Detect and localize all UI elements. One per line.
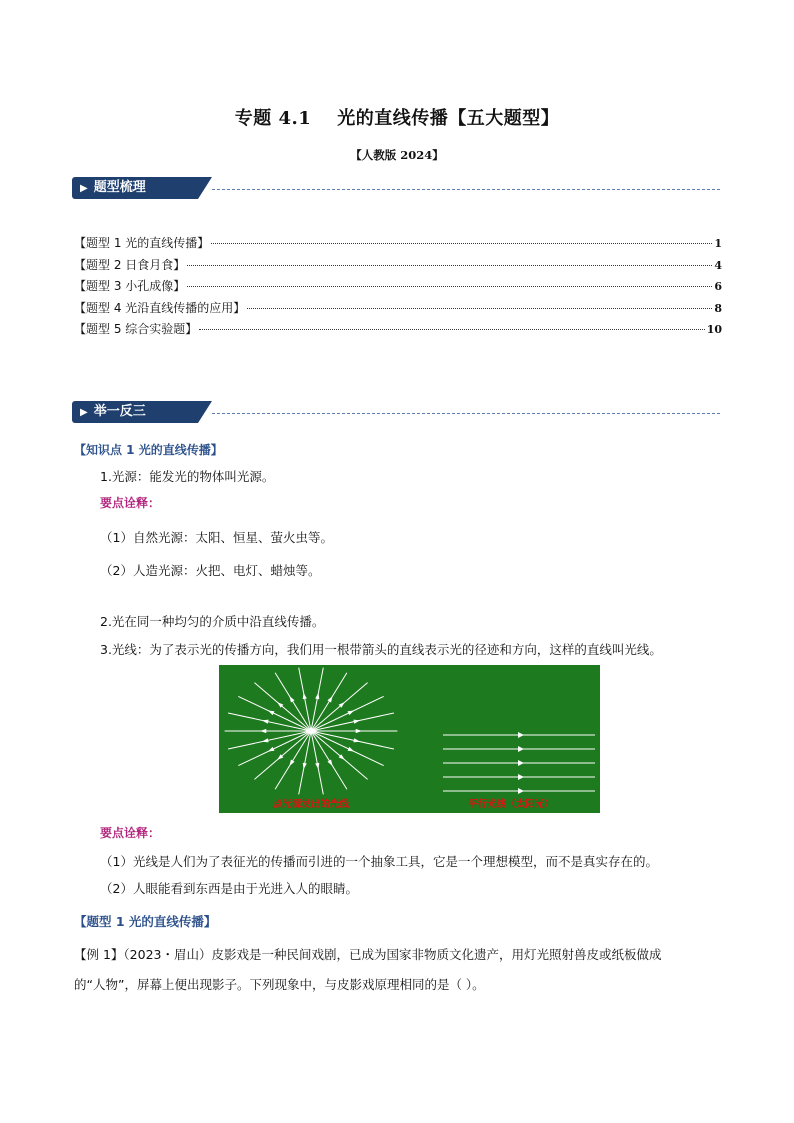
toc-label: 【题型 5 综合实验题】 xyxy=(74,322,198,336)
question-type-heading: 【题型 1 光的直线传播】 xyxy=(74,914,217,929)
section-tab-label: 题型梳理 xyxy=(93,180,146,195)
paragraph: （2）人眼能看到东西是由于光进入人的眼睛。 xyxy=(100,881,358,896)
right-caption: 平行光线（太阳光） xyxy=(468,799,554,810)
section-tab-label: 举一反三 xyxy=(93,404,146,419)
dashed-rule xyxy=(212,189,720,190)
left-caption: 点光源发出的光线 xyxy=(272,799,350,810)
toc-page: 1 xyxy=(714,237,722,250)
title-number: 专题 4.1 xyxy=(234,108,312,129)
toc-page: 10 xyxy=(706,323,722,336)
play-triangle-icon: ▶ xyxy=(80,407,88,418)
toc-label: 【题型 3 小孔成像】 xyxy=(74,279,186,293)
toc-entry[interactable] xyxy=(74,320,722,342)
paragraph: 3.光线：为了表示光的传播方向，我们用一根带箭头的直线表示光的径迹和方向，这样的直线叫光线。 xyxy=(100,642,662,657)
toc-leader xyxy=(247,298,712,309)
toc-leader xyxy=(199,319,704,330)
toc-entry[interactable] xyxy=(74,299,722,321)
toc-page: 6 xyxy=(714,280,722,293)
toc-entry[interactable] xyxy=(74,234,722,256)
toc-page: 8 xyxy=(714,301,722,315)
toc-label: 【题型 2 日食月食】 xyxy=(74,257,186,272)
page-subtitle: 【人教版 2024】 xyxy=(350,148,444,162)
table-of-contents xyxy=(74,234,722,342)
section-header-practice xyxy=(72,401,720,425)
toc-leader xyxy=(187,255,712,266)
toc-entry[interactable] xyxy=(74,256,722,278)
toc-entry[interactable] xyxy=(74,277,722,299)
question-text: 【例 1】（2023・眉山）皮影戏是一种民间戏剧，已成为国家非物质文化遗产，用灯光照射兽皮或纸板做成 xyxy=(74,947,662,962)
paragraph: 2.光在同一种均匀的介质中沿直线传播。 xyxy=(100,614,325,629)
knowledge-point-heading: 【知识点 1 光的直线传播】 xyxy=(74,443,223,457)
dashed-rule xyxy=(212,413,720,414)
paragraph: （2）人造光源：火把、电灯、蜡烛等。 xyxy=(100,563,321,578)
toc-page: 4 xyxy=(714,258,722,272)
light-ray-diagram xyxy=(219,665,600,813)
question-text: 的“人物”，屏幕上便出现影子。下列现象中，与皮影戏原理相同的是（ ）。 xyxy=(74,977,485,992)
section-tab xyxy=(72,177,198,199)
toc-leader xyxy=(187,276,712,287)
paragraph: （1）光线是人们为了表征光的传播而引进的一个抽象工具，它是一个理想模型，而不是真实存在的。 xyxy=(100,854,658,869)
toc-label: 【题型 4 光沿直线传播的应用】 xyxy=(74,300,246,315)
play-triangle-icon: ▶ xyxy=(80,183,88,194)
section-header-toc xyxy=(72,177,720,201)
title-text: 光的直线传播【五大题型】 xyxy=(337,108,560,129)
notes-label: 要点诠释： xyxy=(100,826,161,840)
section-tab xyxy=(72,401,198,423)
paragraph: 1.光源：能发光的物体叫光源。 xyxy=(100,469,275,484)
page-title xyxy=(0,104,794,130)
toc-leader xyxy=(211,233,712,244)
paragraph: （1）自然光源：太阳、恒星、萤火虫等。 xyxy=(100,530,333,545)
toc-label: 【题型 1 光的直线传播】 xyxy=(74,236,210,250)
notes-label: 要点诠释： xyxy=(100,496,161,510)
